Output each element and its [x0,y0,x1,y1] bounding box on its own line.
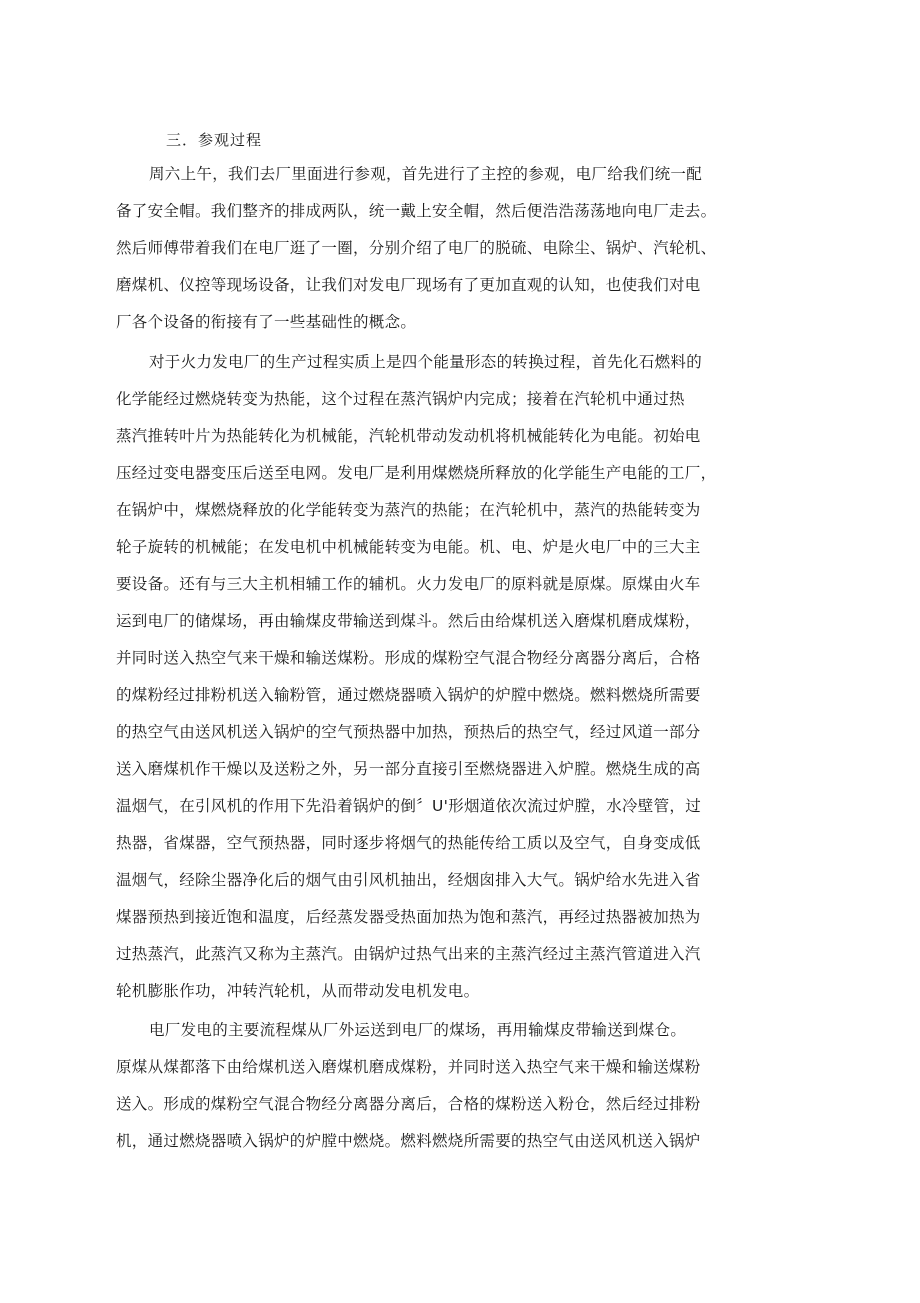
text-line: 然后师傅带着我们在电厂逛了一圈，分别介绍了电厂的脱硫、电除尘、锅炉、汽轮机、 [116,239,717,257]
text-line: 化学能经过燃烧转变为热能，这个过程在蒸汽锅炉内完成；接着在汽轮机中通过热 [116,390,685,408]
text-line: 压经过变电器变压后送至电网。发电厂是利用煤燃烧所释放的化学能生产电能的工厂， [116,464,717,482]
text-line: 轮机膨胀作功，冲转汽轮机，从而带动发电机发电。 [116,982,480,1000]
text-line: 轮子旋转的机械能；在发电机中机械能转变为电能。机、电、炉是火电厂中的三大主 [116,538,701,556]
text-line: 要设备。还有与三大主机相辅工作的辅机。火力发电厂的原料就是原煤。原煤由火车 [116,575,701,593]
text-line: 送入。形成的煤粉空气混合物经分离器分离后，合格的煤粉送入粉仓，然后经过排粉 [116,1095,701,1113]
text-line: 温烟气，在引风机的作用下先沿着锅炉的倒〞U'形烟道依次流过炉膛，水冷壁管，过 [116,797,702,815]
text-line: 磨煤机、仪控等现场设备，让我们对发电厂现场有了更加直观的认知，也使我们对电 [116,276,701,294]
text-line: 送入磨煤机作干燥以及送粉之外，另一部分直接引至燃烧器进入炉膛。燃烧生成的高 [116,760,701,778]
text-line: 过热蒸汽，此蒸汽又称为主蒸汽。由锅炉过热气出来的主蒸汽经过主蒸汽管道进入汽 [116,945,701,963]
text-line: 原煤从煤都落下由给煤机送入磨煤机磨成煤粉，并同时送入热空气来干燥和输送煤粉 [116,1058,701,1076]
text-line: 的热空气由送风机送入锅炉的空气预热器中加热，预热后的热空气，经过风道一部分 [116,723,701,741]
text-line: 对于火力发电厂的生产过程实质上是四个能量形态的转换过程，首先化石燃料的 [149,353,703,371]
text-line: 周六上午，我们去厂里面进行参观，首先进行了主控的参观，电厂给我们统一配 [149,165,703,183]
text-line: 并同时送入热空气来干燥和输送煤粉。形成的煤粉空气混合物经分离器分离后，合格 [116,649,701,667]
text-line: 厂各个设备的衔接有了一些基础性的概念。 [116,313,417,331]
text-line: 运到电厂的储煤场，再由输煤皮带输送到煤斗。然后由给煤机送入磨煤机磨成煤粉， [116,612,701,630]
section-heading: 三．参观过程 [166,131,263,149]
text-line: 热器，省煤器，空气预热器，同时逐步将烟气的热能传给工质以及空气，自身变成低 [116,834,701,852]
paragraph-flow [116,1012,816,1160]
text-line: 电厂发电的主要流程煤从厂外运送到电厂的煤场，再用输煤皮带输送到煤仓。 [149,1021,687,1039]
text-line: 蒸汽推转叶片为热能转化为机械能，汽轮机带动发动机将机械能转化为电能。初始电 [116,427,701,445]
text-line: 备了安全帽。我们整齐的排成两队，统一戴上安全帽，然后便浩浩荡荡地向电厂走去。 [116,202,717,220]
text-line: 温烟气，经除尘器净化后的烟气由引风机抽出，经烟囱排入大气。锅炉给水先进入省 [116,871,701,889]
paragraph-visit [116,156,816,341]
text-line: 的煤粉经过排粉机送入输粉管，通过燃烧器喷入锅炉的炉膛中燃烧。燃料燃烧所需要 [116,686,701,704]
text-line: 机，通过燃烧器喷入锅炉的炉膛中燃烧。燃料燃烧所需要的热空气由送风机送入锅炉 [116,1132,701,1150]
paragraph-process [116,344,816,1010]
text-line: 煤器预热到接近饱和温度，后经蒸发器受热面加热为饱和蒸汽，再经过热器被加热为 [116,908,701,926]
text-line: 在锅炉中，煤燃烧释放的化学能转变为蒸汽的热能；在汽轮机中，蒸汽的热能转变为 [116,501,701,519]
